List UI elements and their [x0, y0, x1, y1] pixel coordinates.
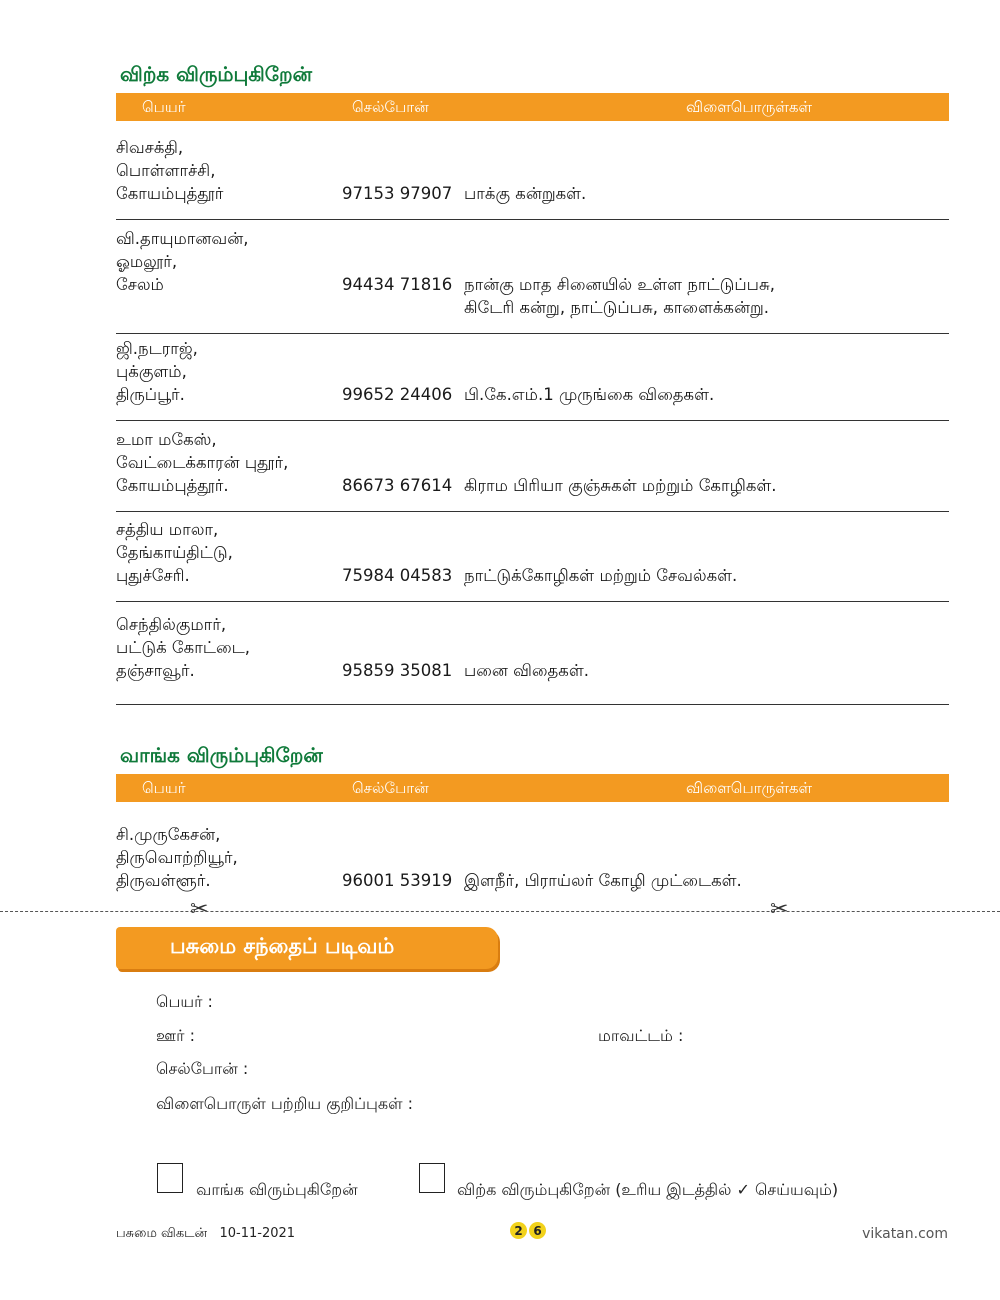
sell-row-5	[116, 512, 949, 602]
seller-name: செந்தில்குமார், பட்டுக் கோட்டை, தஞ்சாவூர்.	[116, 615, 250, 680]
buy-section-title: வாங்க விரும்புகிறேன்	[120, 743, 323, 767]
seller-product: பனை விதைகள்.	[464, 661, 589, 680]
form-district-label: மாவட்டம் :	[598, 1026, 684, 1045]
seller-phone: 97153 97907	[342, 184, 453, 203]
header-phone: செல்போன்	[352, 98, 429, 116]
cut-line	[0, 911, 1000, 912]
seller-name: வி.தாயுமானவன், ஓமலூர், சேலம்	[116, 229, 249, 294]
sell-checkbox[interactable]	[419, 1163, 445, 1193]
footer-magazine: பசுமை விகடன்	[116, 1226, 208, 1241]
seller-product: கிராம பிரியா குஞ்சுகள் மற்றும் கோழிகள்.	[464, 476, 777, 495]
footer-magazine-date	[116, 1226, 295, 1242]
sell-row-4	[116, 421, 949, 512]
scissors-icon: ✂	[190, 897, 209, 922]
buy-table-header	[116, 774, 949, 802]
seller-phone: 95859 35081	[342, 661, 453, 680]
form-notes-label: விளைபொருள் பற்றிய குறிப்புகள் :	[156, 1094, 414, 1113]
seller-product: நான்கு மாத சினையில் உள்ள நாட்டுப்பசு, கிடேரி கன்று, நாட்டுப்பசு, காளைக்கன்று.	[464, 275, 775, 317]
header-phone: செல்போன்	[352, 779, 429, 797]
seller-phone: 86673 67614	[342, 476, 453, 495]
page-number	[510, 1222, 546, 1239]
seller-phone: 75984 04583	[342, 566, 453, 585]
sell-section-title: விற்க விரும்புகிறேன்	[120, 62, 312, 86]
seller-name: உமா மகேஸ், வேட்டைக்காரன் புதூர், கோயம்புத்தூர்.	[116, 430, 289, 495]
form-town-label: ஊர் :	[156, 1026, 195, 1045]
footer-date: 10-11-2021	[219, 1226, 296, 1241]
seller-product: நாட்டுக்கோழிகள் மற்றும் சேவல்கள்.	[464, 566, 738, 585]
sell-row-6	[116, 602, 949, 705]
seller-name: சத்திய மாலா, தேங்காய்திட்டு, புதுச்சேரி.	[116, 520, 233, 585]
header-product: விளைபொருள்கள்	[686, 779, 813, 797]
buyer-name: சி.முருகேசன், திருவொற்றியூர், திருவள்ளூர்.	[116, 825, 238, 890]
seller-phone: 94434 71816	[342, 275, 453, 294]
header-name: பெயர்	[142, 779, 186, 797]
seller-name: சிவசக்தி, பொள்ளாச்சி, கோயம்புத்தூர்	[116, 138, 224, 203]
page-digit: 6	[529, 1222, 546, 1239]
buy-row-1	[116, 810, 949, 892]
sell-row-1	[116, 130, 949, 220]
scissors-icon: ✂	[770, 897, 789, 922]
sell-row-2	[116, 220, 949, 334]
seller-product: பாக்கு கன்றுகள்.	[464, 184, 587, 203]
seller-product: பி.கே.எம்.1 முருங்கை விதைகள்.	[464, 385, 715, 404]
header-product: விளைபொருள்கள்	[686, 98, 813, 116]
footer-website: vikatan.com	[862, 1226, 948, 1242]
seller-phone: 99652 24406	[342, 385, 453, 404]
buy-option-label: வாங்க விரும்புகிறேன்	[196, 1180, 358, 1199]
sell-table-header	[116, 93, 949, 121]
buy-checkbox[interactable]	[157, 1163, 183, 1193]
form-name-label: பெயர் :	[156, 992, 213, 1011]
form-title: பசுமை சந்தைப் படிவம்	[116, 927, 498, 969]
buyer-phone: 96001 53919	[342, 871, 453, 890]
seller-name: ஜி.நடராஜ், புக்குளம், திருப்பூர்.	[116, 339, 198, 404]
buyer-product: இளநீர், பிராய்லர் கோழி முட்டைகள்.	[464, 871, 742, 890]
header-name: பெயர்	[142, 98, 186, 116]
form-phone-label: செல்போன் :	[156, 1059, 249, 1078]
sell-row-3	[116, 334, 949, 421]
page-digit: 2	[510, 1222, 527, 1239]
sell-option-label: விற்க விரும்புகிறேன் (உரிய இடத்தில் ✓ செய்யவும்)	[457, 1180, 839, 1199]
